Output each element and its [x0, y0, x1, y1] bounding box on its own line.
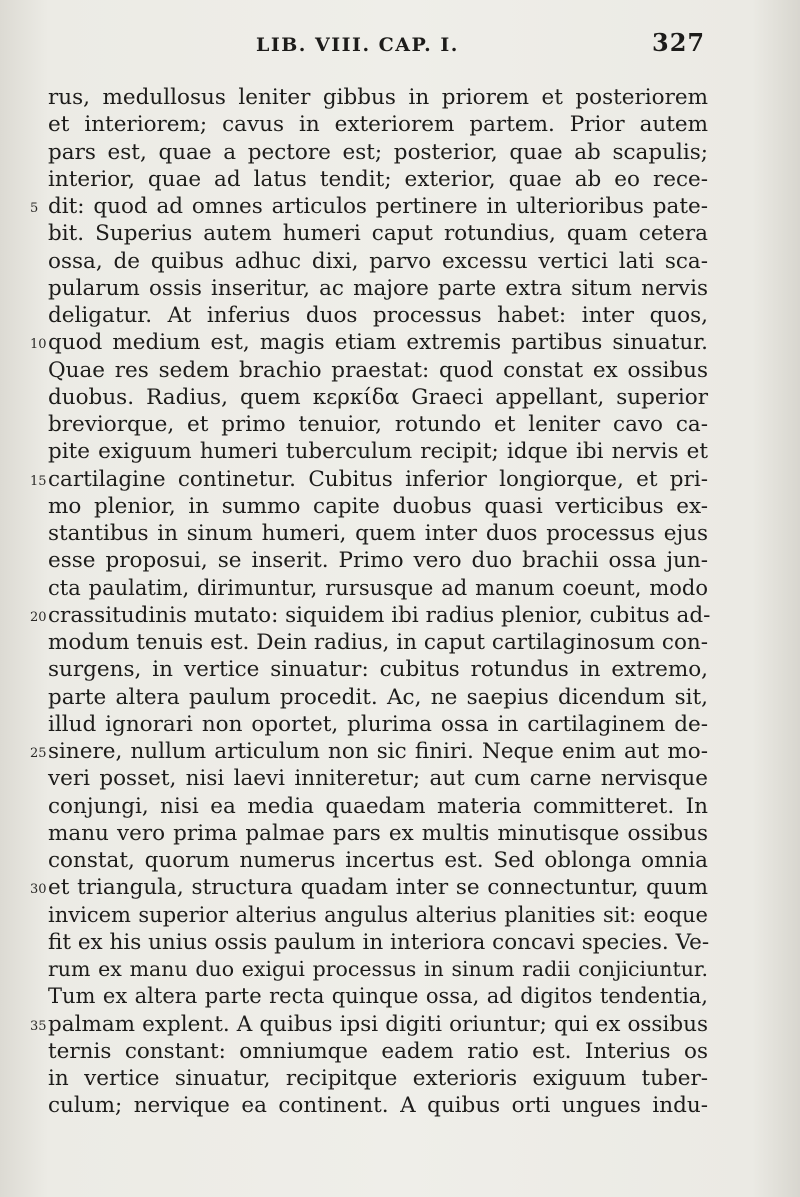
line-text: parte altera paulum procedit. Ac, ne saepius dicendum sit, — [48, 684, 708, 710]
line-number: 5 — [30, 201, 39, 216]
text-line — [0, 656, 800, 683]
text-line — [0, 983, 800, 1010]
text-line — [0, 602, 800, 629]
line-text: ossa, de quibus adhuc dixi, parvo excessu vertici lati sca- — [48, 248, 708, 274]
text-line — [0, 575, 800, 602]
text-line — [0, 874, 800, 901]
text-line — [0, 193, 800, 220]
line-text: stantibus in sinum humeri, quem inter duos processus ejus — [48, 521, 708, 546]
text-line — [0, 956, 800, 983]
line-text: fit ex his unius ossis paulum in interiora concavi species. Ve- — [48, 929, 710, 955]
line-text: palmam explent. A quibus ipsi digiti oriuntur; qui ex ossibus — [48, 1011, 708, 1037]
running-head: LIB. VIII. CAP. I. — [256, 34, 459, 56]
text-line — [0, 520, 800, 547]
line-text: cta paulatim, dirimuntur, rursusque ad manum coeunt, modo — [48, 575, 708, 600]
line-text: in vertice sinuatur, recipitque exterioris exiguum tuber- — [48, 1066, 708, 1091]
text-line — [0, 547, 800, 574]
line-text: mo plenior, in summo capite duobus quasi verticibus ex- — [48, 493, 708, 519]
line-text: constat, quorum numerus incertus est. Sed oblonga omnia — [48, 848, 708, 873]
text-body — [0, 84, 800, 1120]
text-line — [0, 738, 800, 765]
line-text: esse proposui, se inserit. Primo vero duo brachii ossa jun- — [48, 548, 708, 574]
line-text: et triangula, structura quadam inter se connectuntur, quum — [48, 875, 708, 901]
line-text: pite exiguum humeri tuberculum recipit; idque ibi nervis et — [48, 439, 708, 465]
text-line — [0, 384, 800, 411]
line-number: 20 — [30, 609, 47, 625]
text-line — [0, 847, 800, 874]
line-number: 30 — [30, 882, 47, 898]
text-line — [0, 1065, 800, 1092]
line-text: rus, medullosus leniter gibbus in priorem et posteriorem — [48, 85, 708, 110]
text-line — [0, 493, 800, 520]
line-text: interior, quae ad latus tendit; exterior, quae ab eo rece- — [48, 166, 708, 192]
line-text: pars est, quae a pectore est; posterior, quae ab scapulis; — [48, 139, 708, 165]
line-text: modum tenuis est. Dein radius, in caput cartilaginosum con- — [48, 630, 708, 655]
text-line — [0, 139, 800, 166]
text-line — [0, 684, 800, 711]
line-text: rum ex manu duo exigui processus in sinum radii conjiciuntur. — [48, 957, 708, 981]
line-text: culum; nervique ea continent. A quibus orti ungues indu- — [48, 1093, 708, 1119]
line-text: Tum ex altera parte recta quinque ossa, ad digitos tendentia, — [48, 984, 708, 1009]
text-line — [0, 902, 800, 929]
text-line — [0, 1011, 800, 1038]
text-line — [0, 629, 800, 656]
text-line — [0, 929, 800, 956]
line-number: 10 — [30, 337, 47, 353]
text-line — [0, 220, 800, 247]
text-line — [0, 329, 800, 356]
text-line — [0, 166, 800, 193]
line-text: invicem superior alterius angulus alterius planities sit: eoque — [48, 902, 708, 927]
text-line — [0, 466, 800, 493]
line-text: bit. Superius autem humeri caput rotundius, quam cetera — [48, 221, 708, 247]
text-line — [0, 411, 800, 438]
text-line — [0, 438, 800, 465]
text-line — [0, 84, 800, 111]
text-line — [0, 1092, 800, 1119]
line-text: Quae res sedem brachio praestat: quod constat ex ossibus — [48, 357, 708, 383]
line-number: 15 — [30, 473, 47, 489]
line-text: conjungi, nisi ea media quaedam materia committeret. In — [48, 793, 708, 819]
line-text: illud ignorari non oportet, plurima ossa in cartilaginem de- — [48, 711, 708, 737]
line-number: 35 — [30, 1018, 47, 1034]
line-text: quod medium est, magis etiam extremis partibus sinuatur. — [48, 330, 708, 356]
text-line — [0, 275, 800, 302]
line-text: crassitudinis mutato: siquidem ibi radius plenior, cubitus ad- — [48, 602, 711, 628]
text-line — [0, 248, 800, 275]
text-line — [0, 711, 800, 738]
text-line — [0, 111, 800, 138]
text-line — [0, 357, 800, 384]
line-text: et interiorem; cavus in exteriorem partem. Prior autem — [48, 112, 708, 138]
line-text: manu vero prima palmae pars ex multis minutisque ossibus — [48, 820, 708, 846]
line-text: veri posset, nisi laevi inniteretur; aut cum carne nervisque — [48, 766, 708, 792]
text-line — [0, 765, 800, 792]
line-text: sinere, nullum articulum non sic finiri. Neque enim aut mo- — [48, 739, 708, 764]
line-text: dit: quod ad omnes articulos pertinere in ulterioribus pate- — [48, 194, 708, 219]
line-text: surgens, in vertice sinuatur: cubitus rotundus in extremo, — [48, 657, 708, 683]
page-header — [0, 28, 800, 58]
line-text: deligatur. At inferius duos processus habet: inter quos, — [48, 303, 708, 328]
line-text: ternis constant: omniumque eadem ratio est. Interius os — [48, 1038, 708, 1064]
text-line — [0, 820, 800, 847]
line-text: duobus. Radius, quem κερκίδα Graeci appellant, superior — [48, 384, 708, 410]
text-line — [0, 302, 800, 329]
page-number: 327 — [652, 28, 706, 57]
line-text: breviorque, et primo tenuior, rotundo et leniter cavo ca- — [48, 412, 708, 437]
line-text: pularum ossis inseritur, ac majore parte extra situm nervis — [48, 275, 708, 301]
line-number: 25 — [30, 746, 47, 761]
line-text: cartilagine continetur. Cubitus inferior longiorque, et pri- — [48, 466, 708, 492]
text-line — [0, 793, 800, 820]
text-line — [0, 1038, 800, 1065]
